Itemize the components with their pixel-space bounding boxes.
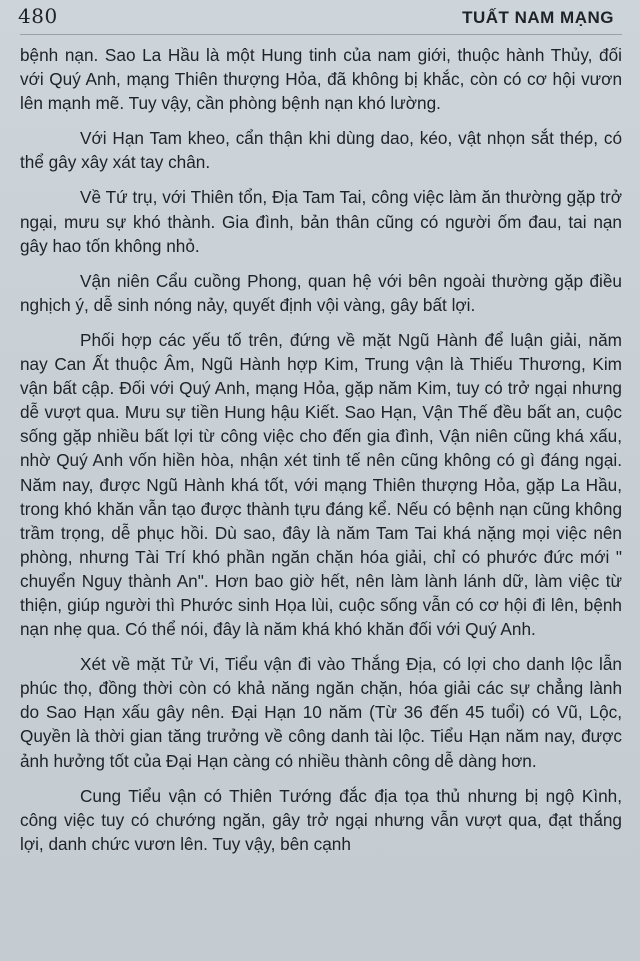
paragraph: Vận niên Cẩu cuồng Phong, quan hệ với bên ngoài thường gặp điều nghịch ý, dễ sinh nóng nảy, quyết định vội vàng, gây bất lợi. [20,270,622,315]
page-number: 480 [18,4,58,28]
paragraph: Về Tứ trụ, với Thiên tổn, Địa Tam Tai, công việc làm ăn thường gặp trở ngại, mưu sự khó thành. Gia đình, bản thân cũng có người ốm đau, tai nạn gây hao tốn không nhỏ. [20,187,622,256]
running-title: TUẤT NAM MẠNG [462,8,614,27]
paragraph: Phối hợp các yếu tố trên, đứng về mặt Ngũ Hành để luận giải, năm nay Can Ất thuộc Âm, Ngũ Hành hợp Kim, Trung vận là Thiếu Thương, Kim vận bất cập. Đối với Quý Anh, mạng Hỏa, gặp năm Kim, tuy có trở ngại nhưng dễ vượt qua. Mưu sự tiền Hung hậu Kiết. Sao Hạn, Vận Thế đều bất an, cuộc sống gặp nhiều bất lợi từ công việc cho đến gia đình, Vận niên cũng khá xấu, nhờ Quý Anh vốn hiền hòa, nhận xét tinh tế nên cũng không có gì đáng ngại. Năm nay, được Ngũ Hành khá tốt, với mạng Thiên thượng Hỏa, gặp La Hầu, trong khó khăn vẫn tạo được thành tựu đáng kể. Nếu có bệnh nạn cũng không trầm trọng, dễ phục hồi. Dù sao, đây là năm Tam Tai khá nặng mọi việc nên phòng, nhưng Tài Trí khó phần ngăn chặn hóa giải, chỉ có phước đức mới " chuyển Nguy thành An". Hơn bao giờ hết, nên làm lành lánh dữ, làm việc từ thiện, giúp người thì Phước sinh Họa lùi, cuộc sống vẫn có cơ hội đi lên, bệnh nạn nhẹ qua. Có thể nói, đây là năm khá khó khăn đối với Quý Anh. [20,329,622,640]
paragraph: Với Hạn Tam kheo, cẩn thận khi dùng dao, kéo, vật nhọn sắt thép, có thể gây xây xát tay chân. [20,128,622,173]
paragraph: Cung Tiểu vận có Thiên Tướng đắc địa tọa thủ nhưng bị ngộ Kình, công việc tuy có chướng ngăn, gây trở ngại nhưng vẫn vượt qua, đạt thắng lợi, danh chức vươn lên. Tuy vậy, bên cạnh [20,785,622,854]
body-text [20,43,622,856]
page-header [20,4,622,35]
paragraph: bệnh nạn. Sao La Hầu là một Hung tinh của nam giới, thuộc hành Thủy, đối với Quý Anh, mạng Thiên thượng Hỏa, đã không bị khắc, còn có cơ hội vươn lên mạnh mẽ. Tuy vậy, cần phòng bệnh nạn khó lường. [20,45,622,114]
paragraph: Xét về mặt Tử Vi, Tiểu vận đi vào Thắng Địa, có lợi cho danh lộc lẫn phúc thọ, đồng thời còn có khả năng ngăn chặn, hóa giải các sự chẳng lành do Sao Hạn xấu gây nên. Đại Hạn 10 năm (Từ 36 đến 45 tuổi) có Vũ, Lộc, Quyền là thời gian tăng trưởng về công danh tài lộc. Tiểu Hạn năm nay, được ảnh hưởng tốt của Đại Hạn càng có nhiều thành công dễ dàng hơn. [20,654,622,771]
